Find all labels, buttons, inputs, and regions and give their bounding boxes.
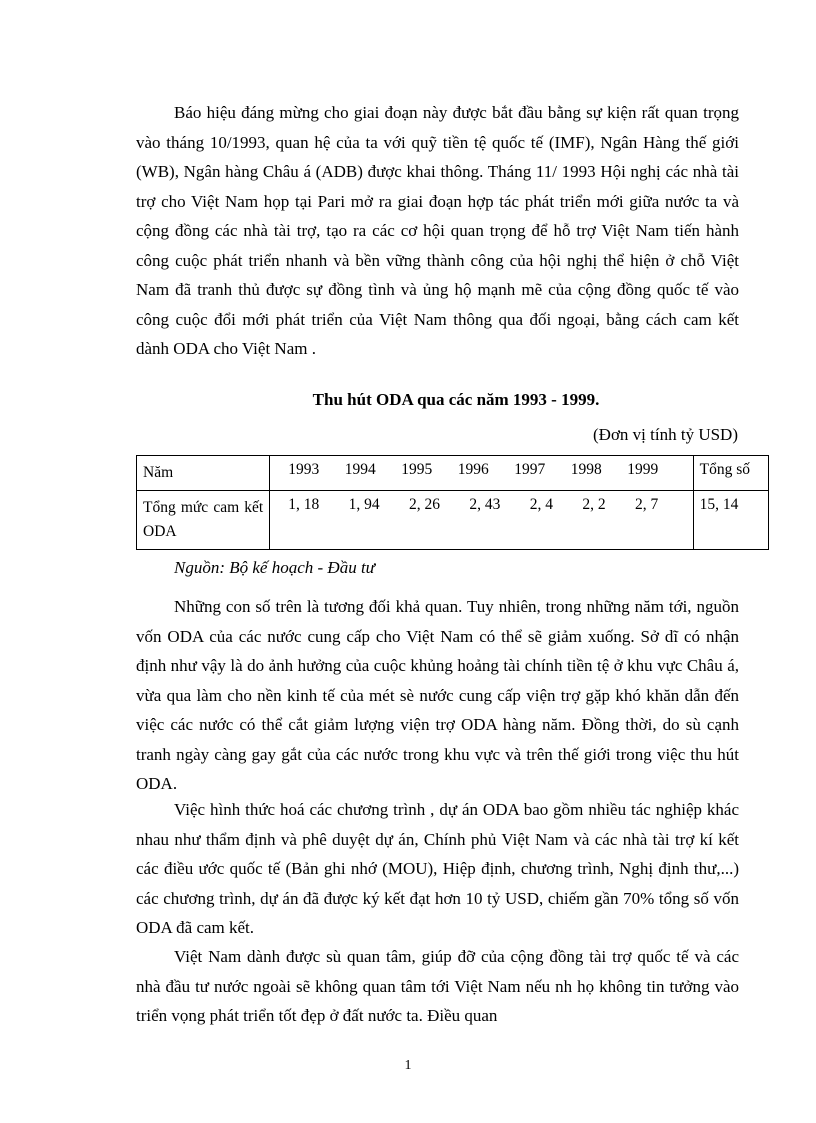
total-value-cell: 15, 14 [693, 491, 768, 550]
value-1998: 2, 2 [582, 496, 606, 513]
year-1998: 1998 [570, 461, 602, 478]
table-header-row [137, 456, 769, 491]
page-number: 1 [404, 1058, 412, 1073]
year-1996: 1996 [457, 461, 489, 478]
value-1995: 2, 26 [408, 496, 440, 513]
year-1994: 1994 [344, 461, 376, 478]
value-1999: 2, 7 [634, 496, 659, 513]
total-header-cell: Tổng số [693, 456, 768, 491]
paragraph-oda-outlook: Những con số trên là tương đối khả quan. Tuy nhiên, trong những năm tới, nguồn vốn ODA của các nước cung cấp cho Việt Nam có thể sẽ giảm xuống. Sở dĩ có nhận định như vậy là do ảnh hưởng của cuộc khủng hoảng tài chính tiền tệ ở khu vực Châu á, vừa qua làm cho nền kinh tế của mét sè nước cung cấp viện trợ gặp khó khăn dẫn đến việc các nước có thể cắt giảm lượng viện trợ ODA hàng năm. Đồng thời, do sù cạnh tranh ngày càng gay gắt của các nước trong khu vực và trên thế giới trong việc thu hút ODA. [136, 597, 739, 793]
table-source: Nguồn: Bộ kế hoạch - Đầu tư [174, 558, 375, 577]
value-1993: 1, 18 [288, 496, 320, 513]
year-1999: 1999 [627, 461, 659, 478]
year-1995: 1995 [401, 461, 433, 478]
year-1997: 1997 [514, 461, 546, 478]
paragraph-oda-trust: Việt Nam dành được sù quan tâm, giúp đỡ của cộng đồng tài trợ quốc tế và các nhà đầu tư nước ngoài sẽ không quan tâm tới Việt Nam nếu nh họ không tin tưởng vào triển vọng phát triển tốt đẹp ở đất nước ta. Điều quan [136, 947, 739, 1025]
oda-table [136, 455, 769, 550]
value-1997: 2, 4 [529, 496, 553, 513]
paragraph-oda-history: Báo hiệu đáng mừng cho giai đoạn này được bắt đầu bằng sự kiện rất quan trọng vào tháng 10/1993, quan hệ của ta với quỹ tiền tệ quốc tế (IMF), Ngân Hàng thế giới (WB), Ngân hàng Châu á (ADB) được khai thông. Tháng 11/ 1993 Hội nghị các nhà tài trợ cho Việt Nam họp tại Pari mở ra giai đoạn hợp tác phát triển mới giữa nước ta và cộng đồng các nhà tài trợ, tạo ra các cơ hội quan trọng để hỗ trợ Việt Nam tiến hành công cuộc phát triển nhanh và bền vững thành công của hội nghị thể hiện ở chỗ Việt Nam đã tranh thủ được sự đồng tình và ủng hộ mạnh mẽ của cộng đồng quốc tế vào công cuộc đổi mới phát triển của Việt Nam thông qua đối ngoại, bằng cách cam kết dành ODA cho Việt Nam . [136, 103, 739, 358]
year-1993: 1993 [288, 461, 320, 478]
years-cell [270, 456, 693, 491]
row-label-cell: Tổng mức cam kết ODA [137, 491, 270, 550]
table-unit: (Đơn vị tính tỷ USD) [593, 425, 738, 444]
value-1996: 2, 43 [469, 496, 501, 513]
header-label-cell: Năm [137, 456, 270, 491]
table-title: Thu hút ODA qua các năm 1993 - 1999. [312, 390, 600, 409]
value-1994: 1, 94 [348, 496, 380, 513]
paragraph-oda-programs: Việc hình thức hoá các chương trình , dự án ODA bao gồm nhiều tác nghiệp khác nhau như thẩm định và phê duyệt dự án, Chính phủ Việt Nam và các nhà tài trợ kí kết các điều ước quốc tế (Bản ghi nhớ (MOU), Hiệp định, chương trình, Nghị định thư,...) các chương trình, dự án đã được ký kết đạt hơn 10 tỷ USD, chiếm gần 70% tổng số vốn ODA đã cam kết. [136, 800, 739, 937]
table-row [137, 491, 769, 550]
values-cell [270, 491, 693, 550]
